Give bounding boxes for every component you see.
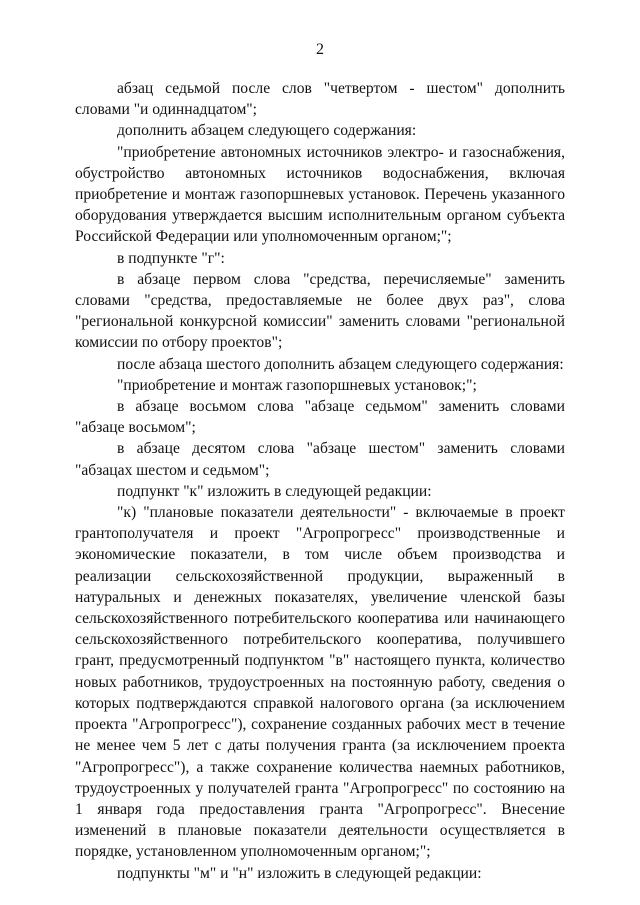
paragraph: в абзаце десятом слова "абзаце шестом" заменить словами "абзацах шестом и седьмом";: [75, 440, 565, 479]
page-number: 2: [316, 41, 324, 58]
document-body: [75, 78, 565, 884]
paragraph: подпункты "м" и "н" изложить в следующей редакции:: [117, 864, 482, 882]
paragraph: "приобретение и монтаж газопоршневых установок;";: [117, 376, 477, 394]
paragraph: "приобретение автономных источников электро- и газоснабжения, обустройство автономных источников водоснабжения, включая приобретение и монтаж газопоршневых установок. Перечень указанного оборудования утверждается высшим исполнительным органом субъекта Российской Федерации или уполномоченным органом;";: [75, 143, 565, 246]
paragraph: подпункт "к" изложить в следующей редакции:: [117, 482, 432, 500]
paragraph: в абзаце восьмом слова "абзаце седьмом" заменить словами "абзаце восьмом";: [75, 398, 565, 437]
paragraph: в абзаце первом слова "средства, перечисляемые" заменить словами "средства, предоставляемые не более двух раз", слова "региональной конкурсной комиссии" заменить словами "региональной комиссии по отбору проектов";: [75, 270, 565, 352]
paragraph: абзац седьмой после слов "четвертом - шестом" дополнить словами "и одиннадцатом";: [75, 80, 565, 119]
paragraph: после абзаца шестого дополнить абзацем следующего содержания:: [117, 355, 564, 373]
paragraph: дополнить абзацем следующего содержания:: [117, 122, 417, 140]
paragraph: "к) "плановые показатели деятельности" - включаемые в проект грантополучателя и проект "Агропрогресс" производственные и экономические показатели, в том числе объем производства и реализации сельскохозяйственной продукции, выраженный в натуральных и денежных показателях, увеличение членской базы сельскохозяйственного потребительского кооператива или начинающего сельскохозяйственного потребительского кооператива, получившего грант, предусмотренный подпунктом "в" настоящего пункта, количество новых работников, трудоустроенных на постоянную работу, сведения о которых подтверждаются справкой налогового органа (за исключением проекта "Агропрогресс"), сохранение созданных рабочих мест в течение не менее чем 5 лет с даты получения гранта (за исключением проекта "Агропрогресс"), а также сохранение количества наемных работников, трудоустроенных у получателей гранта "Агропрогресс" по состоянию на 1 января года предоставления гранта "Агропрогресс". Внесение изменений в плановые показатели деятельности осуществляется в порядке, установленном уполномоченным органом;";: [75, 504, 565, 861]
paragraph: в подпункте "г":: [117, 249, 225, 267]
